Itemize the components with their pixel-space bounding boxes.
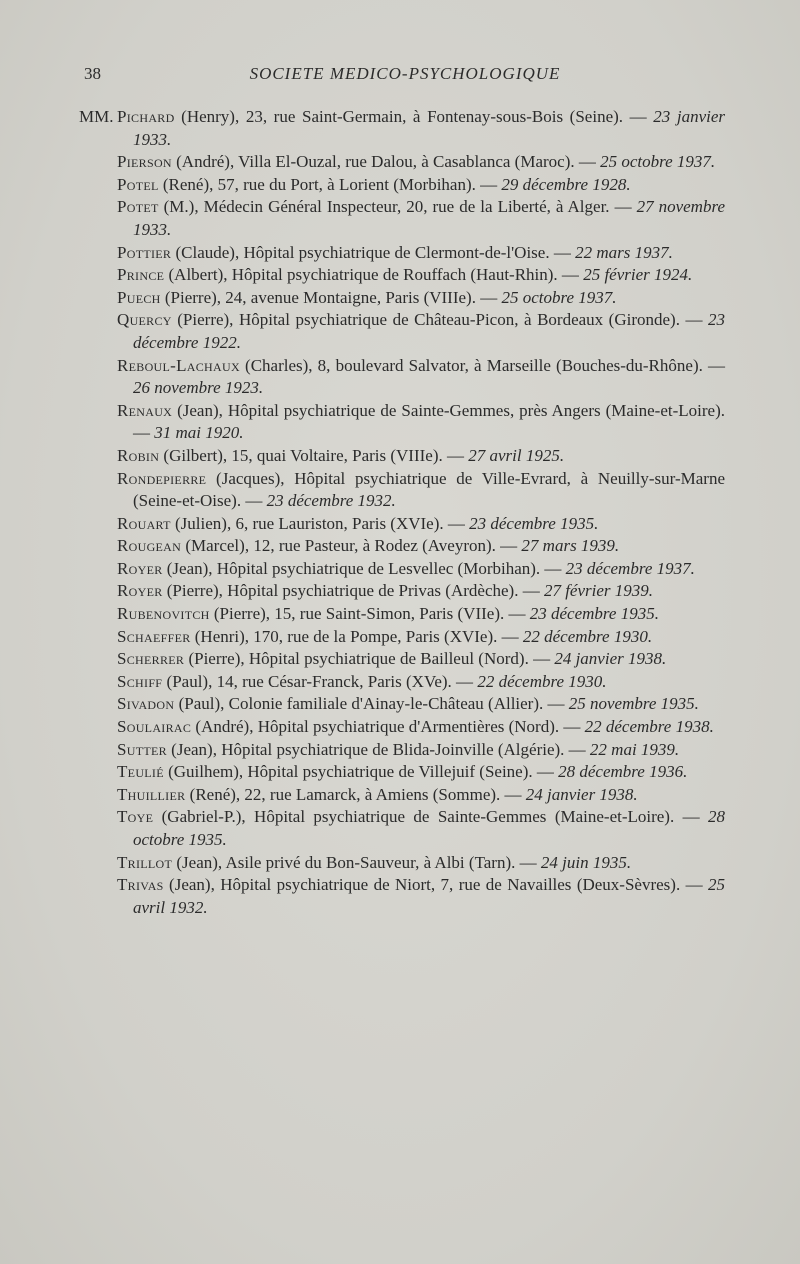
list-item [85, 445, 725, 468]
member-name: Schiff [117, 671, 163, 691]
admission-date: 25 octobre 1937. [600, 152, 716, 172]
admission-date: 25 octobre 1937. [501, 287, 617, 307]
admission-date: 22 décembre 1938. [584, 717, 714, 737]
member-name: Schaeffer [117, 626, 191, 646]
admission-date: 25 novembre 1935. [568, 694, 699, 714]
list-item [85, 468, 725, 513]
member-name: Sutter [117, 739, 167, 759]
admission-date: 24 juin 1935. [540, 852, 632, 872]
list-item [85, 106, 725, 151]
member-name: Teulié [117, 762, 164, 782]
list-item [85, 535, 725, 558]
admission-date: 23 janvier 1933. [133, 107, 726, 149]
list-item [85, 806, 725, 851]
member-details: (Guilhem), Hôpital psychiatrique de Villejuif (Seine). — [163, 762, 559, 782]
admission-date: 22 mai 1939. [589, 739, 680, 759]
admission-date: 26 novembre 1923. [133, 378, 264, 398]
list-item [85, 264, 725, 287]
admission-date: 22 mars 1937. [575, 242, 673, 262]
list-item [85, 693, 725, 716]
member-name: Scherrer [117, 649, 185, 669]
member-list [79, 106, 726, 919]
admission-date: 27 février 1939. [543, 581, 654, 601]
member-name: Pottier [117, 242, 172, 262]
page-header [60, 64, 750, 90]
member-details: (Pierre), Hôpital psychiatrique de Château-Picon, à Bordeaux (Gironde). — [171, 310, 708, 330]
running-title: SOCIETE MEDICO-PSYCHOLOGIQUE [249, 64, 561, 83]
member-details: (Albert), Hôpital psychiatrique de Rouffach (Haut-Rhin). — [164, 265, 584, 285]
member-name: Potet [117, 197, 159, 217]
member-details: (Henry), 23, rue Saint-Germain, à Fontenay-sous-Bois (Seine). — [174, 107, 654, 126]
member-details: (Paul), 14, rue César-Franck, Paris (XVe). — [162, 671, 478, 691]
member-name: Pichard [117, 107, 175, 126]
member-name: Rouart [117, 513, 171, 533]
admission-date: 22 décembre 1930. [477, 671, 607, 691]
member-name: Renaux [117, 400, 173, 420]
member-details: (Gabriel-P.), Hôpital psychiatrique de Sainte-Gemmes (Maine-et-Loire). — [153, 807, 708, 827]
list-item [85, 242, 725, 265]
member-details: (Julien), 6, rue Lauriston, Paris (XVIe). — [170, 513, 470, 533]
member-name: Quercy [117, 310, 172, 330]
member-details: (Jean), Asile privé du Bon-Sauveur, à Albi (Tarn). — [172, 852, 541, 872]
member-details: (Jean), Hôpital psychiatrique de Blida-Joinville (Algérie). — [166, 739, 590, 759]
member-details: (Pierre), Hôpital psychiatrique de Bailleul (Nord). — [184, 649, 555, 669]
admission-date: 24 janvier 1938. [554, 649, 667, 669]
member-details: (Jean), Hôpital psychiatrique de Sainte-Gemmes, près Angers (Maine-et-Loire). — [133, 400, 725, 443]
member-details: (Jean), Hôpital psychiatrique de Lesvellec (Morbihan). — [162, 558, 566, 578]
list-item [85, 513, 725, 536]
admission-date: 23 décembre 1935. [529, 604, 659, 624]
admission-date: 27 mars 1939. [521, 536, 620, 556]
member-name: Robin [117, 445, 160, 465]
member-details: (René), 22, rue Lamarck, à Amiens (Somme). — [185, 784, 526, 804]
list-item [85, 648, 725, 671]
member-name: Prince [117, 265, 165, 285]
list-item [85, 739, 725, 762]
member-name: Potel [117, 174, 159, 194]
member-name: Rougean [117, 536, 182, 556]
admission-date: 31 mai 1920. [154, 423, 244, 443]
list-item [85, 784, 725, 807]
member-name: Rondepierre [117, 468, 207, 488]
member-name: Toye [117, 807, 154, 827]
member-name: Royer [117, 558, 163, 578]
admission-date: 27 novembre 1933. [133, 197, 725, 239]
list-item [85, 309, 725, 354]
list-prefix: MM. [79, 107, 114, 126]
list-item [85, 852, 725, 875]
list-item [85, 196, 725, 241]
admission-date: 28 octobre 1935. [133, 807, 725, 849]
member-details: (Marcel), 12, rue Pasteur, à Rodez (Aveyron). — [181, 536, 522, 556]
member-details: (André), Hôpital psychiatrique d'Armentières (Nord). — [191, 717, 585, 737]
admission-date: 22 décembre 1930. [522, 626, 653, 646]
list-item [85, 626, 725, 649]
list-item [85, 151, 725, 174]
admission-date: 23 décembre 1937. [565, 558, 695, 578]
list-item [85, 603, 725, 626]
admission-date: 23 décembre 1922. [133, 310, 725, 352]
member-details: (Gilbert), 15, quai Voltaire, Paris (VIIIe). — [159, 445, 469, 465]
list-item [85, 400, 725, 445]
list-item [85, 761, 725, 784]
admission-date: 23 décembre 1932. [266, 491, 396, 511]
member-name: Royer [117, 581, 163, 601]
member-name: Trillot [117, 852, 173, 872]
admission-date: 23 décembre 1935. [469, 513, 599, 533]
member-details: (Pierre), Hôpital psychiatrique de Privas (Ardèche). — [162, 581, 544, 601]
member-details: (Pierre), 15, rue Saint-Simon, Paris (VIIe). — [209, 604, 530, 624]
member-details: (Charles), 8, boulevard Salvator, à Marseille (Bouches-du-Rhône). — [239, 355, 725, 375]
member-details: (Jacques), Hôpital psychiatrique de Ville-Evrard, à Neuilly-sur-Marne (Seine-et-Oise). — [133, 468, 725, 511]
member-name: Thuillier [117, 784, 186, 804]
admission-date: 24 janvier 1938. [525, 784, 638, 804]
member-name: Puech [117, 287, 161, 307]
list-item [85, 671, 725, 694]
member-details: (M.), Médecin Général Inspecteur, 20, rue de la Liberté, à Alger. — [158, 197, 637, 217]
entry-container [85, 106, 725, 919]
admission-date: 28 décembre 1936. [558, 762, 688, 782]
list-item [85, 355, 725, 400]
member-details: (Pierre), 24, avenue Montaigne, Paris (VIIIe). — [160, 287, 502, 307]
member-details: (Claude), Hôpital psychiatrique de Clermont-de-l'Oise. — [171, 242, 576, 262]
list-item [85, 580, 725, 603]
member-name: Rubenovitch [117, 604, 210, 624]
member-details: (André), Villa El-Ouzal, rue Dalou, à Casablanca (Maroc). — [171, 152, 601, 172]
member-details: (Henri), 170, rue de la Pompe, Paris (XVIe). — [190, 626, 523, 646]
member-details: (Jean), Hôpital psychiatrique de Niort, 7, rue de Navailles (Deux-Sèvres). — [163, 875, 708, 895]
admission-date: 25 février 1924. [583, 265, 693, 285]
member-name: Sivadon [117, 694, 175, 714]
member-name: Reboul-Lachaux [117, 355, 240, 375]
member-details: (Paul), Colonie familiale d'Ainay-le-Château (Allier). — [174, 694, 569, 714]
list-item [85, 558, 725, 581]
list-item [85, 287, 725, 310]
member-name: Soulairac [117, 717, 192, 737]
list-item [85, 716, 725, 739]
list-item [85, 174, 725, 197]
member-details: (René), 57, rue du Port, à Lorient (Morbihan). — [158, 174, 502, 194]
page-number: 38 [84, 64, 101, 83]
list-item [85, 874, 725, 919]
admission-date: 29 décembre 1928. [501, 174, 631, 194]
admission-date: 25 avril 1932. [133, 875, 725, 917]
member-name: Trivas [117, 875, 164, 895]
member-name: Pierson [117, 152, 172, 172]
admission-date: 27 avril 1925. [468, 445, 565, 465]
